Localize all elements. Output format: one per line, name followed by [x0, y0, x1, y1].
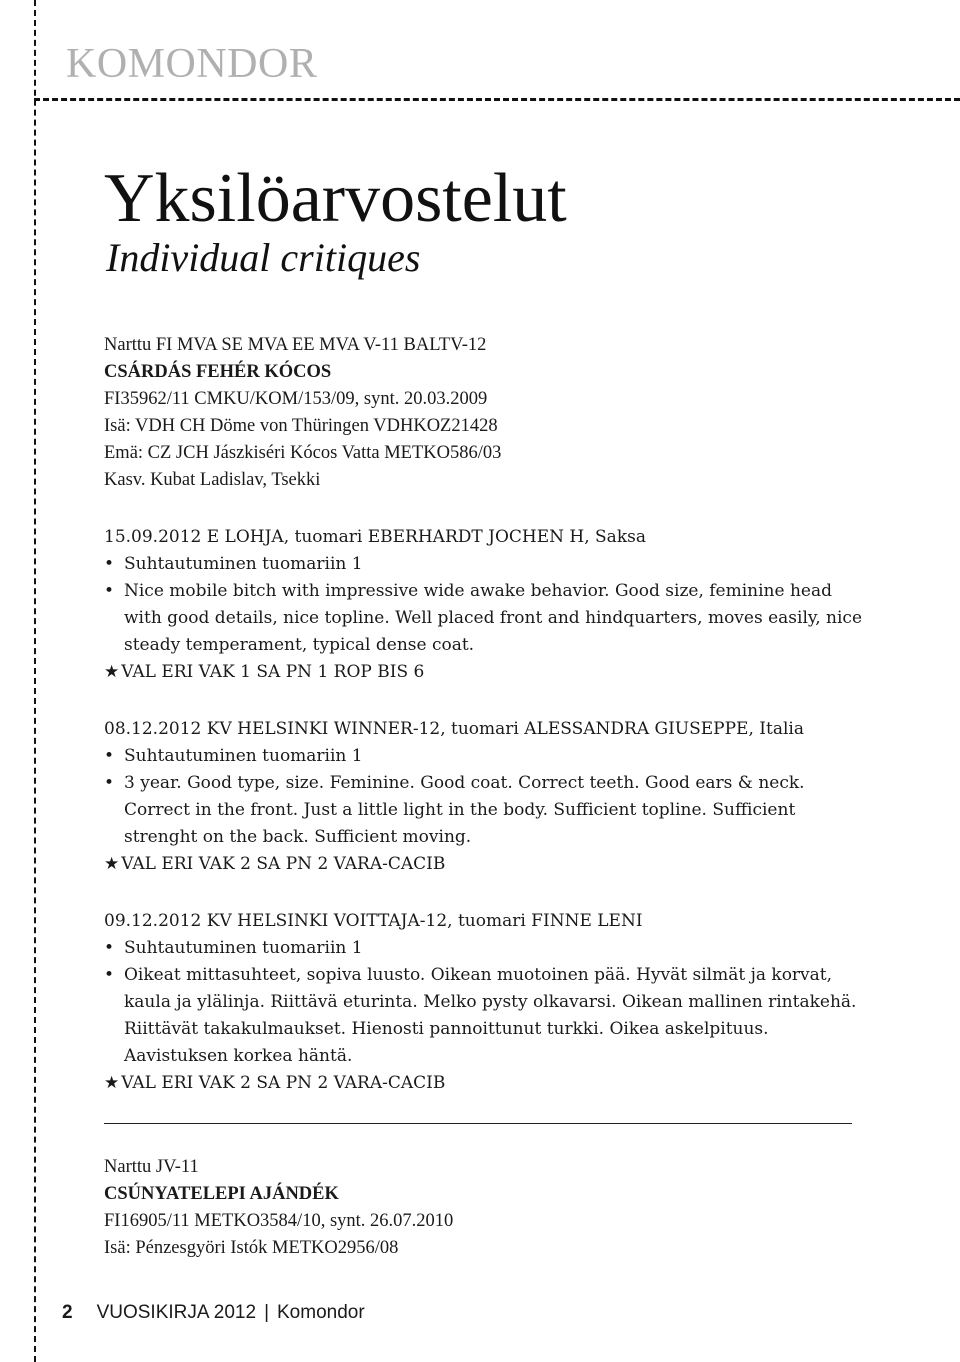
star-icon: ★ — [104, 662, 120, 682]
critique-bullet: • 3 year. Good type, size. Feminine. Good coat. Correct teeth. Good ears & neck. Correct in the front. Just a little light in the body. Sufficient topline. Sufficient strenght on the back. Sufficient moving. — [104, 770, 864, 851]
show-critique — [104, 716, 864, 878]
dog-info-line: Isä: Pénzesgyöri Istók METKO2956/08 — [104, 1238, 399, 1258]
award-line — [104, 1070, 864, 1097]
critique-bullet: • Nice mobile bitch with impressive wide awake behavior. Good size, feminine head with good details, nice topline. Well placed front and hindquarters, moves easily, nice steady temperament, typical dense coat. — [104, 578, 864, 659]
award-text: VAL ERI VAK 2 SA PN 2 VARA-CACIB — [121, 1073, 446, 1093]
critiques-content — [104, 332, 864, 1292]
show-heading: 09.12.2012 KV HELSINKI VOITTAJA-12, tuomari FINNE LENI — [104, 911, 643, 931]
page-number: 2 — [62, 1302, 73, 1323]
dog-name: CSÚNYATELEPI AJÁNDÉK — [104, 1184, 339, 1204]
award-text: VAL ERI VAK 1 SA PN 1 ROP BIS 6 — [121, 662, 425, 682]
page-footer — [62, 1302, 365, 1324]
dog-name: CSÁRDÁS FEHÉR KÓCOS — [104, 362, 332, 382]
dog-info-line: Narttu FI MVA SE MVA EE MVA V-11 BALTV-12 — [104, 335, 487, 355]
critique-bullet: • Oikeat mittasuhteet, sopiva luusto. Oikean muotoinen pää. Hyvät silmät ja korvat, kaula ja ylälinja. Riittävä eturinta. Melko pysty olkavarsi. Oikean mallinen rintakehä. Riittävät takakulmaukset. Hienosti pannoittunut turkki. Oikea askelpituus. Aavistuksen korkea häntä. — [104, 962, 864, 1070]
show-critique — [104, 908, 864, 1097]
section-divider — [104, 1123, 852, 1124]
critique-bullet: • Suhtautuminen tuomariin 1 — [104, 935, 864, 962]
award-line — [104, 851, 864, 878]
dashed-header-line — [34, 98, 960, 101]
critique-bullet: • Suhtautuminen tuomariin 1 — [104, 743, 864, 770]
award-line — [104, 659, 864, 686]
dog-entry — [104, 332, 864, 494]
footer-year: 2012 — [213, 1302, 257, 1323]
award-text: VAL ERI VAK 2 SA PN 2 VARA-CACIB — [121, 854, 446, 874]
dog-info-line: Kasv. Kubat Ladislav, Tsekki — [104, 470, 321, 490]
page-subtitle: Individual critiques — [106, 235, 421, 280]
show-heading: 08.12.2012 KV HELSINKI WINNER-12, tuomari ALESSANDRA GIUSEPPE, Italia — [104, 719, 804, 739]
page-title: Yksilöarvostelut — [104, 160, 567, 237]
dog-info-line: Emä: CZ JCH Jászkiséri Kócos Vatta METKO586/03 — [104, 443, 502, 463]
footer-section: Komondor — [277, 1302, 365, 1323]
dashed-margin-line — [34, 0, 36, 1362]
critique-bullet: • Suhtautuminen tuomariin 1 — [104, 551, 864, 578]
footer-book: VUOSIKIRJA — [96, 1302, 209, 1323]
star-icon: ★ — [104, 1073, 120, 1093]
dog-info-line: FI16905/11 METKO3584/10, synt. 26.07.2010 — [104, 1211, 454, 1231]
star-icon: ★ — [104, 854, 120, 874]
dog-entry — [104, 1154, 864, 1262]
dog-info-line: FI35962/11 CMKU/KOM/153/09, synt. 20.03.2009 — [104, 389, 488, 409]
footer-separator: | — [264, 1302, 269, 1323]
show-heading: 15.09.2012 E LOHJA, tuomari EBERHARDT JOCHEN H, Saksa — [104, 527, 646, 547]
dog-info-line: Narttu JV-11 — [104, 1157, 199, 1177]
dog-info-line: Isä: VDH CH Döme von Thüringen VDHKOZ21428 — [104, 416, 498, 436]
show-critique — [104, 524, 864, 686]
breed-header: KOMONDOR — [66, 41, 318, 87]
